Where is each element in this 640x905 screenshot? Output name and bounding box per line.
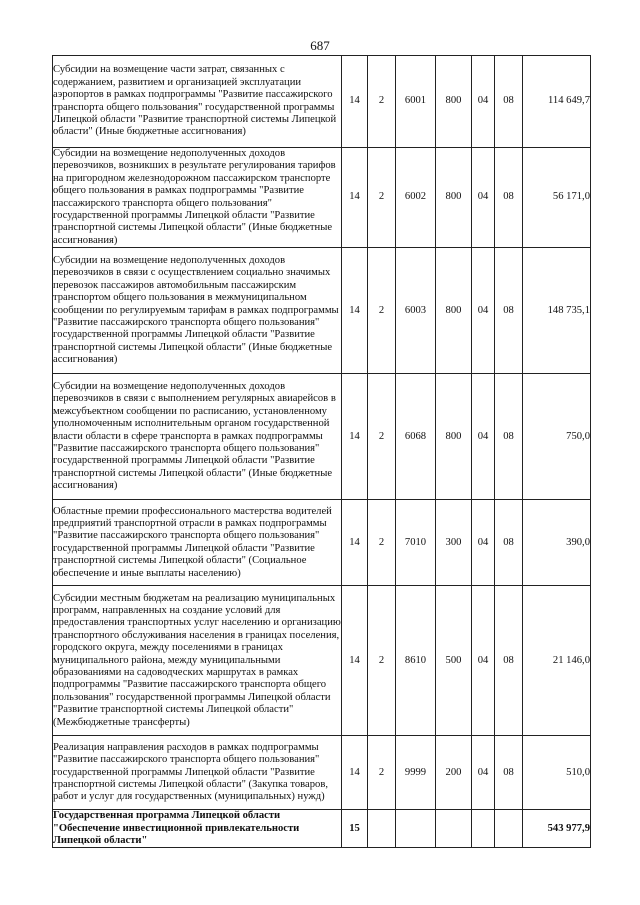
amount: 148 735,1: [523, 248, 591, 374]
program-code: 15: [342, 810, 368, 848]
table-row: [53, 586, 591, 736]
subprogram-code: 2: [368, 56, 396, 148]
page-number: 687: [310, 38, 330, 53]
expense-description: Субсидии местным бюджетам на реализацию муниципальных программ, направленных на создание условий для предоставления транспортных услуг населению и организацию транспортного обслуживания населения в границах поселения, городского округа, между поселениями в границах муниципального района, между муниципальными образованиями на садоводческих маршрутах в рамках подпрограммы "Развитие пассажирского транспорта общего пользования" государственной программы Липецкой области "Развитие транспортной системы Липецкой области" (Межбюджетные трансферты): [53, 586, 342, 736]
subprogram-code: 2: [368, 374, 396, 500]
subsection: 08: [495, 148, 523, 248]
amount: 750,0: [523, 374, 591, 500]
section: 04: [472, 56, 495, 148]
subsection: 08: [495, 374, 523, 500]
budget-table: [52, 55, 591, 848]
subsection: [495, 810, 523, 848]
table-row: [53, 56, 591, 148]
subprogram-code: 2: [368, 500, 396, 586]
expense-type: 500: [436, 586, 472, 736]
section: 04: [472, 586, 495, 736]
amount: 21 146,0: [523, 586, 591, 736]
expense-description: Субсидии на возмещение части затрат, связанных с содержанием, развитием и организацией эксплуатации аэропортов в рамках подпрограммы "Развитие пассажирского транспорта общего пользования" государственной программы Липецкой области "Развитие транспортной системы Липецкой области" (Иные бюджетные ассигнования): [53, 56, 342, 148]
expense-description: Субсидии на возмещение недополученных доходов перевозчиков в связи с выполнением регулярных авиарейсов в межсубъектном сообщении по расписанию, установленному уполномоченным исполнительным органом государственной власти области в сфере транспорта в рамках подпрограммы "Развитие пассажирского транспорта общего пользования" государственной программы Липецкой области "Развитие транспортной системы Липецкой области" (Иные бюджетные ассигнования): [53, 374, 342, 500]
amount: 56 171,0: [523, 148, 591, 248]
program-code: 14: [342, 56, 368, 148]
table-row: [53, 248, 591, 374]
direction-code: 9999: [396, 736, 436, 810]
subsection: 08: [495, 500, 523, 586]
subprogram-code: 2: [368, 736, 396, 810]
expense-description: Субсидии на возмещение недополученных доходов перевозчиков, возникших в результате регулирования тарифов на пригородном железнодорожном пассажирском транспорте общего пользования в рамках подпрограммы "Развитие пассажирского транспорта общего пользования" государственной программы Липецкой области "Развитие транспортной системы Липецкой области" (Иные бюджетные ассигнования): [53, 148, 342, 248]
direction-code: 8610: [396, 586, 436, 736]
program-code: 14: [342, 586, 368, 736]
amount: 510,0: [523, 736, 591, 810]
expense-type: [436, 810, 472, 848]
program-code: 14: [342, 374, 368, 500]
direction-code: [396, 810, 436, 848]
expense-type: 800: [436, 248, 472, 374]
table-row: [53, 500, 591, 586]
program-code: 14: [342, 736, 368, 810]
table-row: [53, 736, 591, 810]
section: 04: [472, 248, 495, 374]
expense-type: 800: [436, 148, 472, 248]
direction-code: 6003: [396, 248, 436, 374]
section: 04: [472, 374, 495, 500]
subprogram-code: [368, 810, 396, 848]
subsection: 08: [495, 736, 523, 810]
amount: 114 649,7: [523, 56, 591, 148]
expense-type: 200: [436, 736, 472, 810]
direction-code: 7010: [396, 500, 436, 586]
section: 04: [472, 736, 495, 810]
section: 04: [472, 148, 495, 248]
expense-type: 300: [436, 500, 472, 586]
subsection: 08: [495, 586, 523, 736]
expense-type: 800: [436, 56, 472, 148]
program-code: 14: [342, 500, 368, 586]
program-code: 14: [342, 248, 368, 374]
expense-description: Областные премии профессионального мастерства водителей предприятий транспортной отрасли в рамках подпрограммы "Развитие пассажирского транспорта общего пользования" государственной программы Липецкой области "Развитие транспортной системы Липецкой области" (Социальное обеспечение и иные выплаты населению): [53, 500, 342, 586]
section: 04: [472, 500, 495, 586]
direction-code: 6002: [396, 148, 436, 248]
subprogram-code: 2: [368, 148, 396, 248]
amount: 390,0: [523, 500, 591, 586]
section: [472, 810, 495, 848]
expense-description: Реализация направления расходов в рамках подпрограммы "Развитие пассажирского транспорта общего пользования" государственной программы Липецкой области "Развитие транспортной системы Липецкой области" (Закупка товаров, работ и услуг для государственных (муниципальных) нужд): [53, 736, 342, 810]
subprogram-code: 2: [368, 586, 396, 736]
expense-type: 800: [436, 374, 472, 500]
expense-description: Субсидии на возмещение недополученных доходов перевозчиков в связи с осуществлением социально значимых перевозок пассажиров автомобильным пассажирским транспортом общего пользования в межмуниципальном сообщении по регулируемым тарифам в рамках подпрограммы "Развитие пассажирского транспорта общего пользования" государственной программы Липецкой области "Развитие транспортной системы Липецкой области" (Иные бюджетные ассигнования): [53, 248, 342, 374]
amount: 543 977,9: [523, 810, 591, 848]
subsection: 08: [495, 56, 523, 148]
table-row: [53, 374, 591, 500]
subprogram-code: 2: [368, 248, 396, 374]
table-row: [53, 148, 591, 248]
table-row-total: [53, 810, 591, 848]
program-code: 14: [342, 148, 368, 248]
direction-code: 6001: [396, 56, 436, 148]
subsection: 08: [495, 248, 523, 374]
expense-description: Государственная программа Липецкой области "Обеспечение инвестиционной привлекательности Липецкой области": [53, 810, 342, 848]
direction-code: 6068: [396, 374, 436, 500]
